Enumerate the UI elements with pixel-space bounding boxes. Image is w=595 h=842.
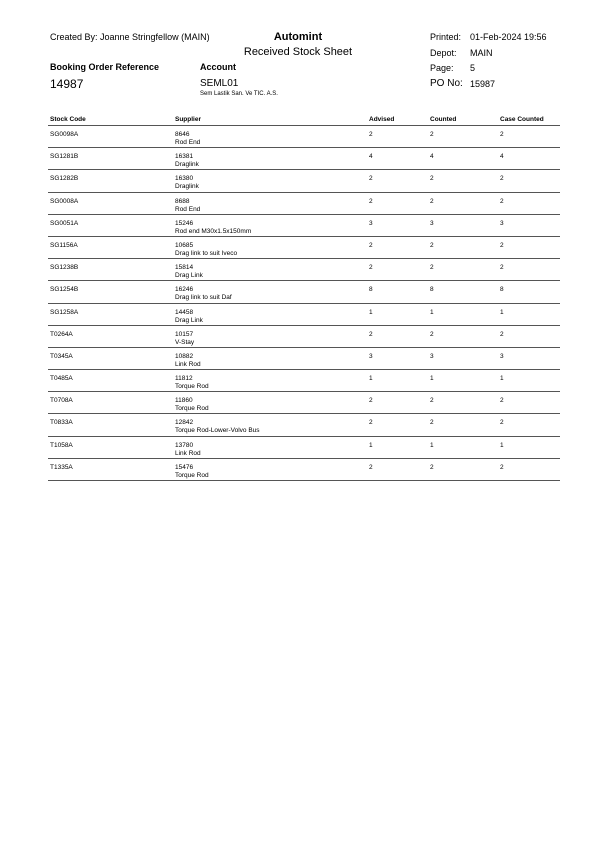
stock-code-cell: SG1258A: [50, 308, 79, 316]
column-header-case-counted: Case Counted: [500, 116, 544, 123]
supplier-cell: [175, 198, 200, 214]
part-description: Drag Link: [175, 272, 203, 280]
case-counted-cell: 8: [500, 286, 504, 294]
advised-cell: 1: [369, 308, 373, 316]
supplier-number: 15246: [175, 219, 194, 227]
supplier-cell: [175, 220, 251, 236]
part-description: Rod end M30x1.5x150mm: [175, 227, 252, 235]
part-description: Draglink: [175, 161, 199, 169]
table-row: [48, 392, 560, 414]
part-description: Draglink: [175, 183, 199, 191]
table-row: [48, 304, 560, 326]
case-counted-cell: 2: [500, 330, 504, 338]
supplier-cell: [175, 419, 260, 435]
printed-value: 01-Feb-2024 19:56: [470, 32, 547, 42]
table-row: [48, 126, 560, 148]
table-header-row: [48, 115, 560, 126]
case-counted-cell: 2: [500, 175, 504, 183]
po-value: 15987: [470, 79, 496, 89]
booking-ref-label: Booking Order Reference: [50, 62, 160, 72]
table-row: [48, 215, 560, 237]
supplier-number: 8688: [175, 197, 190, 205]
stock-code-cell: SG1254B: [50, 286, 79, 294]
supplier-number: 10685: [175, 241, 194, 249]
case-counted-cell: 1: [500, 441, 504, 449]
part-description: Rod End: [175, 139, 201, 146]
advised-cell: 1: [369, 441, 373, 449]
advised-cell: 2: [369, 463, 373, 471]
supplier-number: 10882: [175, 352, 194, 360]
advised-cell: 2: [369, 175, 373, 183]
supplier-cell: [175, 375, 209, 391]
case-counted-cell: 2: [500, 397, 504, 405]
table-row: [48, 414, 560, 436]
advised-cell: 2: [369, 197, 373, 205]
table-row: [48, 148, 560, 170]
supplier-number: 16246: [175, 286, 194, 294]
page-value: 5: [470, 63, 476, 73]
part-description: Link Rod: [175, 360, 201, 368]
stock-code-cell: T1058A: [50, 441, 73, 449]
part-description: Rod End: [175, 205, 201, 213]
case-counted-cell: 2: [500, 264, 504, 272]
supplier-cell: [175, 353, 201, 369]
case-counted-cell: 2: [500, 197, 504, 205]
table-row: [48, 259, 560, 281]
account-name: Sem Lastik San. Ve TIC. A.S.: [200, 91, 278, 97]
counted-cell: 2: [430, 264, 434, 272]
part-description: V-Stay: [175, 338, 195, 346]
counted-cell: 1: [430, 308, 434, 316]
account-value: SEML01: [200, 78, 239, 89]
stock-code-cell: SG1282B: [50, 175, 79, 183]
stock-code-cell: SG0098A: [50, 131, 79, 138]
case-counted-cell: 2: [500, 419, 504, 427]
company-name: Automint: [273, 31, 323, 43]
advised-cell: 2: [369, 264, 373, 272]
stock-code-cell: T0485A: [50, 375, 73, 383]
table-row: [48, 170, 560, 192]
supplier-cell: [175, 264, 203, 280]
supplier-number: 15814: [175, 264, 194, 272]
advised-cell: 8: [369, 286, 373, 294]
supplier-number: 15476: [175, 463, 194, 471]
supplier-cell: [175, 175, 199, 191]
part-description: Drag Link: [175, 316, 203, 324]
column-header-stock-code: Stock Code: [50, 116, 86, 123]
counted-cell: 2: [430, 175, 434, 183]
stock-code-cell: T0345A: [50, 352, 73, 360]
counted-cell: 2: [430, 419, 434, 427]
supplier-number: 13780: [175, 441, 194, 449]
advised-cell: 2: [369, 397, 373, 405]
counted-cell: 2: [430, 397, 434, 405]
part-description: Torque Rod: [175, 405, 209, 413]
supplier-number: 14458: [175, 308, 194, 316]
supplier-number: 10157: [175, 330, 194, 338]
supplier-cell: [175, 286, 232, 302]
stock-code-cell: T1335A: [50, 463, 73, 471]
supplier-cell: [175, 464, 209, 480]
supplier-cell: [175, 442, 201, 458]
account-label: Account: [200, 62, 236, 72]
stock-code-cell: SG1281B: [50, 153, 79, 161]
stock-table: [48, 115, 560, 481]
printed-label: Printed:: [430, 32, 462, 42]
case-counted-cell: 3: [500, 352, 504, 360]
depot-label: Depot:: [430, 48, 457, 58]
po-label: PO No:: [430, 78, 463, 89]
stock-code-cell: T0833A: [50, 419, 73, 427]
case-counted-cell: 2: [500, 241, 504, 249]
part-description: Drag link to suit Daf: [175, 294, 232, 302]
stock-code-cell: T0708A: [50, 397, 73, 405]
advised-cell: 2: [369, 241, 373, 249]
counted-cell: 2: [430, 197, 434, 205]
advised-cell: 4: [369, 153, 373, 161]
table-row: [48, 437, 560, 459]
supplier-cell: [175, 331, 194, 347]
supplier-number: 12842: [175, 419, 194, 427]
column-header-counted: Counted: [430, 116, 457, 123]
counted-cell: 3: [430, 352, 434, 360]
counted-cell: 1: [430, 441, 434, 449]
part-description: Torque Rod-Lower-Volvo Bus: [175, 427, 260, 435]
counted-cell: 2: [430, 463, 434, 471]
advised-cell: 2: [369, 419, 373, 427]
advised-cell: 2: [369, 131, 373, 138]
depot-value: MAIN: [470, 48, 493, 58]
counted-cell: 1: [430, 375, 434, 383]
counted-cell: 3: [430, 219, 434, 227]
case-counted-cell: 4: [500, 153, 504, 161]
advised-cell: 1: [369, 375, 373, 383]
counted-cell: 2: [430, 131, 434, 138]
supplier-cell: [175, 309, 203, 325]
stock-code-cell: SG1238B: [50, 264, 79, 272]
table-row: [48, 237, 560, 259]
part-description: Torque Rod: [175, 471, 209, 479]
part-description: Torque Rod: [175, 383, 209, 391]
stock-code-cell: SG0008A: [50, 197, 79, 205]
table-row: [48, 459, 560, 481]
counted-cell: 2: [430, 241, 434, 249]
created-by: Created By: Joanne Stringfellow (MAIN): [50, 32, 210, 42]
part-description: Link Rod: [175, 449, 201, 457]
advised-cell: 3: [369, 352, 373, 360]
column-header-supplier: Supplier: [175, 116, 202, 123]
stock-code-cell: SG1156A: [50, 241, 78, 249]
table-row: [48, 326, 560, 348]
supplier-cell: [175, 397, 209, 413]
advised-cell: 3: [369, 219, 373, 227]
table-body: [48, 126, 560, 481]
supplier-number: 8646: [175, 131, 190, 138]
case-counted-cell: 2: [500, 131, 504, 138]
sheet-title: Received Stock Sheet: [243, 46, 353, 58]
counted-cell: 2: [430, 330, 434, 338]
table-row: [48, 348, 560, 370]
supplier-number: 11860: [175, 397, 193, 405]
stock-code-cell: T0264A: [50, 330, 73, 338]
advised-cell: 2: [369, 330, 373, 338]
counted-cell: 4: [430, 153, 434, 161]
case-counted-cell: 3: [500, 219, 504, 227]
table-row: [48, 370, 560, 392]
part-description: Drag link to suit Iveco: [175, 249, 238, 257]
case-counted-cell: 1: [500, 375, 504, 383]
booking-ref-value: 14987: [50, 77, 84, 91]
stock-code-cell: SG0051A: [50, 219, 79, 227]
case-counted-cell: 2: [500, 463, 504, 471]
supplier-number: 16381: [175, 153, 194, 161]
supplier-cell: [175, 131, 200, 147]
page-label: Page:: [430, 63, 454, 73]
supplier-cell: [175, 153, 199, 169]
table-row: [48, 281, 560, 303]
case-counted-cell: 1: [500, 308, 504, 316]
supplier-number: 16380: [175, 175, 194, 183]
table-row: [48, 193, 560, 215]
supplier-number: 11812: [175, 375, 193, 383]
counted-cell: 8: [430, 286, 434, 294]
supplier-cell: [175, 242, 237, 258]
column-header-advised: Advised: [369, 116, 395, 123]
